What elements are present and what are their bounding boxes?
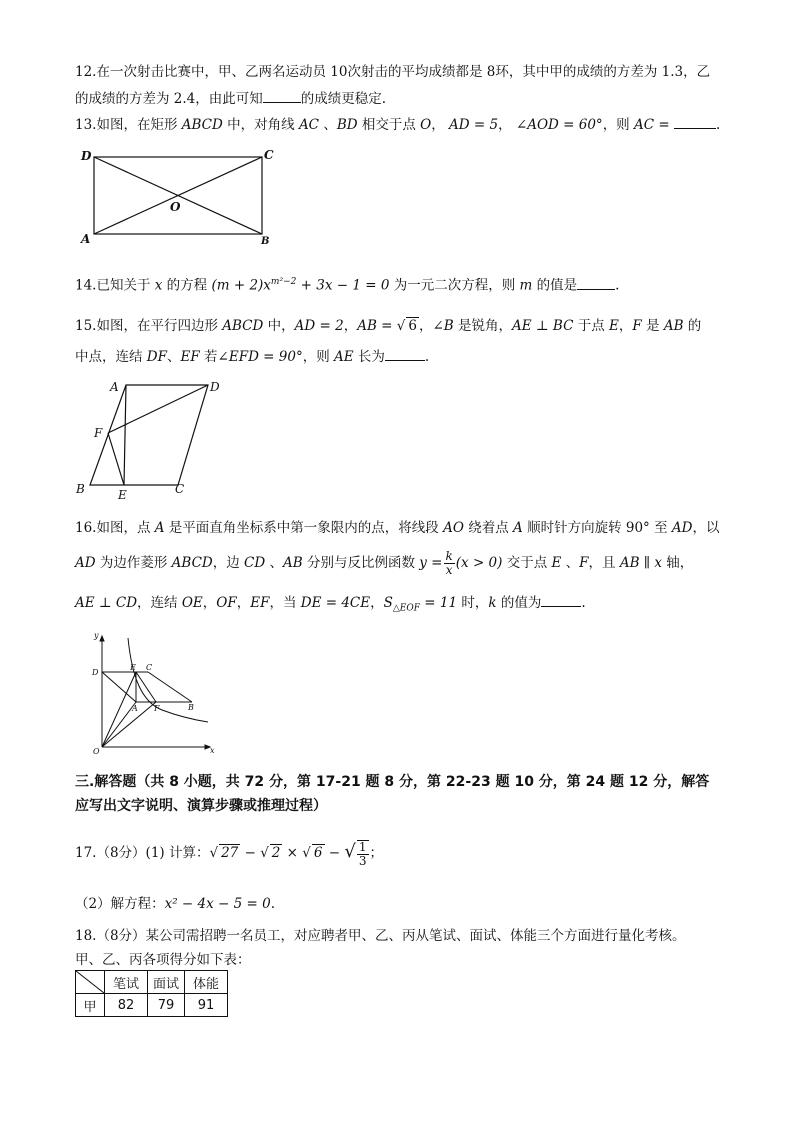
q17-frac-num: 1 — [358, 839, 367, 854]
q16-label-a: A — [132, 704, 138, 713]
q16-t11: 轴， — [661, 555, 694, 571]
table-cell: 91 — [185, 994, 228, 1017]
q16-a2: A — [513, 520, 523, 536]
table-header-row — [76, 971, 228, 994]
section3-heading-line1 — [75, 772, 725, 792]
q13-t2: 中，对角线 — [222, 117, 299, 133]
q15-e: E — [609, 318, 619, 334]
q16-seg-da — [102, 672, 136, 702]
q13-sep1: 、 — [319, 117, 337, 133]
q18-line1 — [75, 926, 725, 946]
q13-t4: ，则 — [602, 117, 634, 133]
q15-t6: ， — [618, 318, 633, 334]
q15-t11: ，则 — [302, 349, 335, 365]
q15-t2: 中， — [263, 318, 295, 334]
q15-seg-fe — [108, 433, 124, 485]
q16-label-b: B — [188, 703, 194, 712]
q14-t1: 14.已知关于 — [75, 277, 155, 294]
q15-t9: 中点，连结 — [75, 349, 147, 365]
q16-ad: AD — [671, 520, 693, 536]
table-row — [76, 994, 228, 1017]
q16-label-c: C — [146, 663, 153, 672]
q12-line1 — [75, 62, 725, 82]
q15-f: F — [632, 318, 642, 334]
q17-sqrt-frac — [357, 840, 369, 868]
q16-answer-blank[interactable] — [541, 592, 581, 607]
q16-line2 — [75, 548, 725, 578]
q16-t9: 交于点 — [502, 555, 552, 571]
q15-t7: 是 — [641, 318, 664, 334]
q14-x: x — [154, 277, 163, 294]
q13-rectangle-figure — [78, 145, 278, 250]
q15-parallelogram-figure — [72, 375, 237, 500]
q15-df: DF — [146, 349, 167, 365]
q15-ae: AE — [334, 349, 354, 365]
q15-ab: AB — [663, 318, 684, 334]
q17-end2: . — [270, 896, 275, 912]
q16-seg-of — [102, 702, 156, 747]
q16-coordinate-figure — [80, 630, 225, 755]
q17-t1: 17.（8分）(1) 计算： — [75, 845, 210, 861]
section3-t1: 三.解答题（共 8 小题，共 72 分，第 17-21 题 8 分，第 22-23 题 10 分，第 24 题 12 分，解答 — [75, 774, 710, 790]
q13-ad-eq: AD = 5 — [449, 117, 499, 133]
q16-de-eq: DE = 4CE — [300, 595, 371, 611]
q15-ad-eq: AD = 2 — [294, 318, 344, 334]
q17-t2: （2）解方程： — [75, 896, 165, 912]
q14-m: m — [519, 277, 533, 294]
q16-t10: ，且 — [588, 555, 620, 571]
q17-part2 — [75, 894, 725, 914]
q13-o: O — [420, 117, 432, 133]
q15-sep2: 、 — [167, 349, 181, 365]
q16-t18: 的值为 — [496, 595, 542, 611]
q15-efd: EFD = 90° — [228, 349, 303, 365]
q17-times: × — [282, 845, 303, 861]
q13-label-b: B — [261, 236, 270, 247]
q17-sqrt6: 6 — [313, 845, 323, 861]
q16-label-e: E — [130, 663, 136, 672]
q15-answer-blank[interactable] — [385, 346, 425, 361]
q18-t2: 甲、乙、丙各项得分如下表： — [75, 952, 251, 968]
q16-t6: 为边作菱形 — [95, 555, 172, 571]
q15-t1: 15.如图，在平行四边形 — [75, 318, 223, 334]
q16-f: F — [579, 555, 589, 571]
q16-t12: ，连结 — [137, 595, 182, 611]
q14-t4: 的值是 — [532, 277, 578, 294]
q13-label-c: C — [264, 148, 274, 162]
q12-answer-blank[interactable] — [263, 88, 301, 103]
q13-answer-blank[interactable] — [674, 114, 716, 129]
q14-eq-a: (m + 2)x — [211, 277, 271, 294]
q13-ac-eq: AC = — [633, 117, 670, 133]
q12-text-1: 12.在一次射击比赛中，甲、乙两名运动员 10次射击的平均成绩都是 8环，其中甲的成绩的方差为 1.3，乙 — [75, 64, 711, 80]
q15-t12: 长为 — [353, 349, 385, 365]
q15-label-a: A — [110, 380, 119, 394]
q15-t4: 是锐角， — [453, 318, 513, 334]
q15-t8: 的 — [683, 318, 702, 334]
q15-label-e: E — [118, 488, 127, 500]
q16-sep: 、 — [265, 555, 283, 571]
q18-line2 — [75, 950, 725, 970]
q13-label-o: O — [170, 200, 181, 214]
q15-label-c: C — [175, 482, 185, 496]
q15-line1: 15.如图，在平行四边形 ABCD 中，AD = 2，AB = √ 6 ，∠B 是锐角，AE ⊥ BC 于点 E，F 是 AB 的 — [75, 318, 702, 334]
q16-a: A — [154, 520, 165, 536]
q16-sub: △EOF — [392, 603, 420, 614]
q15-t3: ，∠ — [418, 318, 444, 334]
q16-k: k — [488, 595, 497, 611]
q16-line3 — [75, 592, 725, 619]
q16-t16: ， — [370, 595, 384, 611]
q13-end: . — [715, 117, 721, 133]
q17-frac-den: 3 — [358, 853, 367, 868]
q14-end: . — [615, 277, 620, 294]
q15-abcd: ABCD — [222, 318, 264, 334]
q14-exponent: m²−2 — [270, 277, 297, 287]
q16-t8: 分别与反比例函数 — [302, 555, 420, 571]
q13-label-a: A — [81, 232, 91, 246]
q16-t13: ， — [202, 595, 217, 611]
q15-parallelogram — [90, 385, 208, 485]
q16-cd: CD — [244, 555, 266, 571]
q13-abcd: ABCD — [181, 117, 223, 133]
q17-part1: 17.（8分）(1) 计算：√ 27 − √ 2 × √ 6 − √ $\frac{1}{3}$ ； — [75, 839, 384, 868]
q14-t2: 的方程 — [162, 277, 212, 294]
q16-ef: EF — [250, 595, 270, 611]
q16-t5: ，以 — [692, 520, 720, 536]
table-cell: 79 — [148, 994, 185, 1017]
q16-s-eq: = 11 — [419, 595, 458, 611]
q16-fraction — [444, 550, 455, 577]
q13-line — [75, 114, 725, 135]
q16-frac-x: x — [445, 563, 453, 577]
q15-t5: 于点 — [573, 318, 609, 334]
q12-text-2b: 的成绩更稳定. — [300, 91, 387, 107]
section3-t2: 应写出文字说明、演算步骤或推理过程） — [75, 798, 327, 814]
q15-t10: 若∠ — [199, 349, 229, 365]
q15-ab-eq: AB = — [357, 318, 397, 334]
q14-answer-blank[interactable] — [577, 275, 615, 290]
q14-line — [75, 272, 725, 296]
table-header-interview: 面试 — [148, 971, 185, 994]
q12-line2 — [75, 88, 725, 109]
q16-par: AB ∥ x — [619, 555, 662, 571]
q16-t7: ，边 — [212, 555, 245, 571]
q12-text-2a: 的成绩的方差为 2.4，由此可知 — [75, 91, 263, 107]
q16-frac-k: k — [445, 549, 453, 563]
table-cell: 82 — [105, 994, 148, 1017]
q14-t3: 为一元二次方程，则 — [389, 277, 520, 294]
q15-ef: EF — [180, 349, 200, 365]
table-row-name: 甲 — [76, 994, 105, 1017]
q16-seg-cb — [148, 672, 192, 702]
q13-sep2: ， — [431, 117, 450, 133]
q17-end1: ； — [369, 845, 384, 861]
q17-minus2: − — [324, 845, 345, 861]
q16-ao: AO — [443, 520, 464, 536]
q15-label-b: B — [76, 482, 85, 496]
q17-minus1: − — [240, 845, 261, 861]
q15-line2 — [75, 346, 725, 367]
q16-label-y: y — [94, 631, 99, 640]
q14-eq-b: + 3x − 1 = 0 — [296, 277, 390, 294]
q16-s: S — [383, 595, 393, 611]
q13-t3: 相交于点 — [357, 117, 421, 133]
q16-t1: 16.如图，点 — [75, 520, 155, 536]
q16-label-d: D — [92, 668, 99, 677]
q16-t14: ， — [236, 595, 251, 611]
table-corner-cell — [76, 971, 105, 994]
q17-sqrt27: 27 — [221, 845, 239, 861]
q17-equation: x² − 4x − 5 = 0 — [164, 896, 271, 912]
q16-t3: 绕着点 — [463, 520, 514, 536]
table-corner-diagonal — [76, 971, 104, 993]
table-header-written: 笔试 — [105, 971, 148, 994]
q16-hyperbola — [128, 638, 208, 722]
q16-oe: OE — [181, 595, 203, 611]
q13-ac: AC — [298, 117, 320, 133]
q16-ad2: AD — [75, 555, 96, 571]
q16-y-eq: y = — [419, 555, 443, 571]
q15-sep1: ， — [343, 318, 358, 334]
section3-heading-line2 — [75, 796, 725, 816]
q16-label-f: F — [154, 704, 160, 713]
q16-line1 — [75, 518, 725, 538]
q13-bd: BD — [336, 117, 358, 133]
q16-y-arrow — [100, 636, 104, 641]
q16-of: OF — [216, 595, 237, 611]
q16-label-x: x — [210, 746, 215, 755]
q16-ae-perp: AE ⊥ CD — [75, 595, 138, 611]
q13-sep3: ， — [498, 117, 516, 133]
q18-t1: 18.（8分）某公司需招聘一名员工，对应聘者甲、乙、丙从笔试、面试、体能三个方面进行量化考核。 — [75, 928, 686, 944]
q17-sqrt2: 2 — [271, 845, 281, 861]
q16-t2: 是平面直角坐标系中第一象限内的点，将线段 — [164, 520, 444, 536]
q16-ab: AB — [283, 555, 303, 571]
q15-seg-ae — [124, 385, 126, 485]
q16-e: E — [551, 555, 562, 571]
q16-abcd: ABCD — [171, 555, 213, 571]
q18-score-table — [75, 970, 228, 1017]
q16-sep2: 、 — [561, 555, 580, 571]
q13-label-d: D — [81, 149, 92, 163]
q16-t15: ，当 — [269, 595, 301, 611]
q16-t17: 时， — [457, 595, 489, 611]
q15-end: . — [424, 349, 430, 365]
q15-label-d: D — [210, 380, 220, 394]
table-header-physical: 体能 — [185, 971, 228, 994]
q15-b: B — [443, 318, 454, 334]
q15-perp: AE ⊥ BC — [512, 318, 574, 334]
q16-t4: 顺时针方向旋转 90° 至 — [522, 520, 672, 536]
q15-label-f: F — [94, 426, 103, 440]
q15-six: 6 — [408, 318, 417, 334]
q16-domain: (x > 0) — [455, 555, 503, 571]
q16-label-o: O — [93, 747, 100, 755]
q13-angle: ∠AOD = 60° — [515, 117, 603, 133]
q16-end: . — [581, 595, 586, 611]
q13-t1: 13.如图，在矩形 — [75, 117, 182, 133]
